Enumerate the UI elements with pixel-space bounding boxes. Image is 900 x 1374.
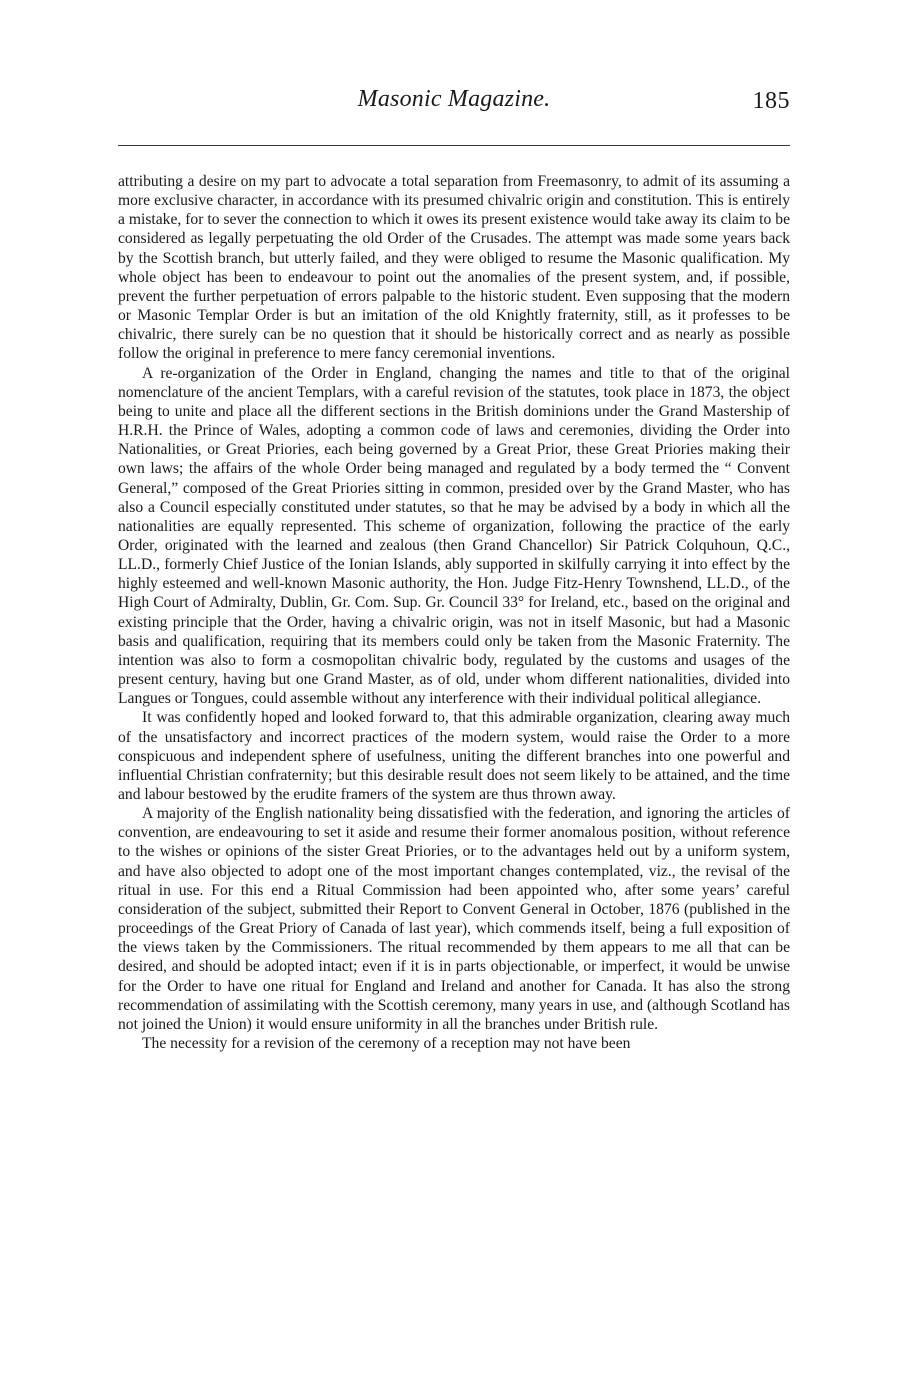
paragraph: A majority of the English nationality being dissatisfied with the federation, and ignoring the articles of convention, are endeavouring to set it aside and resume their former anomalous position, without reference to the wishes or opinions of the sister Great Priories, or to the advantages held out by a uniform system, and have also objected to adopt one of the most important changes contemplated, viz., the revisal of the ritual in use. For this end a Ritual Commission had been appointed who, after some years’ careful consideration of the subject, submitted their Report to Convent General in October, 1876 (published in the proceedings of the Great Priory of Canada of last year), which commends itself, being a full exposition of the views taken by the Commissioners. The ritual recommended by them appears to me all that can be desired, and should be adopted intact; even if it is in parts objectionable, or imperfect, it would be unwise for the Order to have one ritual for England and Ireland and another for Canada. It has also the strong recommendation of assimilating with the Scottish ceremony, many years in use, and (although Scotland has not joined the Union) it would ensure uniformity in all the branches under British rule.: [118, 805, 790, 1033]
page-number: 185: [752, 88, 790, 114]
header-rule: [118, 145, 790, 146]
article-body: [118, 172, 790, 1053]
paragraph: attributing a desire on my part to advocate a total separation from Freemasonry, to admit of its assuming a more exclusive character, in accordance with its presumed chivalric origin and constitution. This is entirely a mistake, for to sever the connection to which it owes its present existence would take away its claim to be considered as legally perpetuating the old Order of the Crusades. The attempt was made some years back by the Scottish branch, but utterly failed, and they were obliged to resume the Masonic qualification. My whole object has been to endeavour to point out the anomalies of the present system, and, if possible, prevent the further perpetuation of errors palpable to the historic student. Even supposing that the modern or Masonic Templar Order is but an imitation of the old Knightly fraternity, still, as it professes to be chivalric, there surely can be no question that it should be historically correct and as nearly as possible follow the original in preference to mere fancy ceremonial inventions.: [118, 173, 790, 363]
paragraph: A re-organization of the Order in England, changing the names and title to that of the original nomenclature of the ancient Templars, with a careful revision of the statutes, took place in 1873, the object being to unite and place all the different sections in the British dominions under the Grand Mastership of H.R.H. the Prince of Wales, adopting a common code of laws and ceremonies, dividing the Order into Nationalities, or Great Priories, each being governed by a Great Prior, these Great Priories making their own laws; the affairs of the whole Order being managed and regulated by a body termed the “ Convent General,” composed of the Great Priories sitting in common, presided over by the Grand Master, who has also a Council especially constituted under statutes, so that he may be advised by a body in which all the nationalities are equally represented. This scheme of organization, following the practice of the early Order, originated with the learned and zealous (then Grand Chancellor) Sir Patrick Colquhoun, Q.C., LL.D., formerly Chief Justice of the Ionian Islands, ably supported in skilfully carrying it into effect by the highly esteemed and well-known Masonic authority, the Hon. Judge Fitz-Henry Townshend, LL.D., of the High Court of Admiralty, Dublin, Gr. Com. Sup. Gr. Council 33° for Ireland, etc., based on the original and existing principle that the Order, having a chivalric origin, was not in itself Masonic, but had a Masonic basis and qualification, requiring that its members could only be taken from the Masonic Fraternity. The intention was also to form a cosmopolitan chivalric body, regulated by the customs and usages of the present century, having but one Grand Master, as of old, under whom different nationalities, divided into Langues or Tongues, could assemble without any interference with their individual political allegiance.: [118, 364, 790, 708]
paragraph: The necessity for a revision of the ceremony of a reception may not have been: [142, 1035, 631, 1053]
running-title: Masonic Magazine.: [357, 86, 551, 112]
paragraph: It was confidently hoped and looked forward to, that this admirable organization, clearing away much of the unsatisfactory and incorrect practices of the modern system, would raise the Order to a more conspicuous and independent sphere of usefulness, uniting the different branches into one powerful and influential Christian confraternity; but this desirable result does not seem likely to be attained, and the time and labour bestowed by the erudite framers of the system are thus thrown away.: [118, 709, 790, 803]
page-header: [118, 84, 790, 124]
